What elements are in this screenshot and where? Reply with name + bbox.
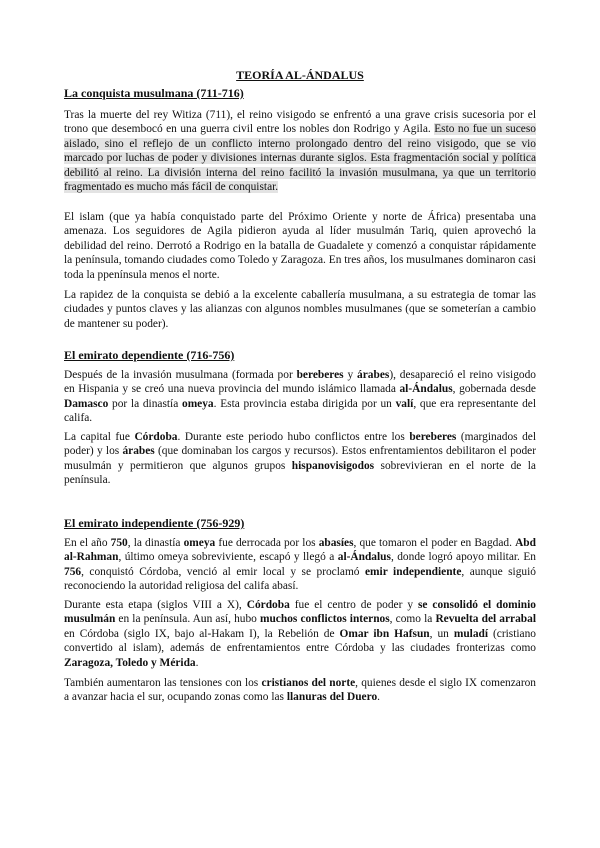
bold-term: muladí — [453, 627, 489, 640]
bold-term: Abd al-Rahman — [64, 537, 536, 564]
text-run: En el año — [64, 537, 111, 549]
bold-term: Córdoba — [246, 599, 290, 611]
bold-term: se consolidó el dominio musulmán — [64, 599, 536, 626]
bold-term: 750 — [110, 537, 128, 549]
text-run: , como la — [389, 613, 436, 626]
text-run: La capital fue — [64, 431, 135, 443]
bold-term: muchos conflictos internos — [259, 613, 390, 626]
bold-term: emir independiente — [365, 565, 462, 578]
text-run: . Esta provincia estaba dirigida por un — [213, 397, 396, 410]
text-run: (que dominaban los cargos y recursos). Estos enfrentamientos debilitaron el poder musulmán y permitieron que algunos grupos — [64, 445, 536, 472]
text-run: en la península. Aun así, hubo — [115, 613, 260, 626]
paragraph-text: Tras la muerte del rey Witiza (711), el reino visigodo se enfrentó a una grave crisis sucesoria por el trono que desembocó en una guerra civil entre los nobles don Rodrigo y Agila. — [64, 109, 536, 136]
bold-term: Zaragoza, Toledo y Mérida — [64, 656, 196, 669]
bold-term: al-Ándalus — [399, 383, 453, 396]
bold-term: hispanovisigodos — [291, 459, 375, 472]
text-run: , gobernada desde — [452, 383, 536, 396]
highlighted-text: Esto no fue un suceso aislado, sino el reflejo de un conflicto interno prolongado dentro del reino visigodo, que se vio marcado por luchas de poder y divisiones internas durante siglos. Esta fragmentación social y política debilitó al reino. La división interna del reino facilitó la invasión musulmana, ya que un territorio fragmentado es mucho más fácil de conquistar. — [64, 123, 536, 194]
text-run: Después de la invasión musulmana (formada por — [64, 369, 297, 381]
paragraph-conquista-1 — [64, 108, 536, 194]
text-run: . — [195, 656, 199, 669]
text-run: en Córdoba (siglo IX, bajo al-Hakam I), la Rebelión de — [64, 627, 340, 640]
bold-term: Córdoba — [134, 431, 178, 443]
text-run: Durante esta etapa (siglos VIII a X), — [64, 599, 247, 611]
bold-term: llanuras del Duero — [286, 691, 378, 704]
bold-term: omeya — [182, 397, 214, 410]
text-run: , que era representante del califa. — [64, 397, 536, 425]
text-run: , último omeya sobreviviente, escapó y llegó a — [118, 551, 338, 564]
bold-term: abasíes — [318, 537, 354, 549]
bold-term: omeya — [183, 537, 216, 549]
text-run: (cristiano convertido al islam), además de enfrentamientos entre Córdoba y las ciudades fronterizas como — [64, 627, 536, 655]
text-run: , aunque siguió reconociendo la autoridad religiosa del califa abasí. — [64, 565, 536, 593]
bold-term: cristianos del norte — [261, 677, 356, 689]
document-title: TEORÍA AL-ÁNDALUS — [236, 68, 364, 82]
text-run: , un — [429, 627, 454, 640]
paragraph-dependiente-1 — [64, 368, 536, 426]
bold-term: Omar ibn Hafsun — [339, 627, 430, 640]
bold-term: bereberes — [296, 369, 344, 381]
paragraph-independiente-1 — [64, 536, 536, 594]
section-heading-conquista: La conquista musulmana (711-716) — [64, 86, 244, 100]
text-run: y — [343, 369, 358, 381]
section-heading-emirato-dependiente: El emirato dependiente (716-756) — [64, 348, 235, 362]
paragraph-independiente-2 — [64, 598, 536, 670]
bold-term: árabes — [357, 369, 390, 381]
text-run: . Durante este periodo hubo conflictos entre los — [177, 431, 410, 443]
paragraph-independiente-3 — [64, 676, 536, 705]
text-run: , que tomaron el poder en Bagdad. — [353, 537, 516, 549]
bold-term: valí — [395, 397, 414, 410]
text-run: , donde logró apoyo militar. En — [390, 551, 537, 564]
text-run: ), desapareció el reino visigodo en Hispania y se creó una nueva provincia del mundo islámico llamada — [64, 369, 536, 396]
bold-term: árabes — [122, 445, 155, 458]
bold-term: Damasco — [64, 397, 109, 410]
paragraph-conquista-3: La rapidez de la conquista se debió a la excelente caballería musulmana, a su estrategia de tomar las ciudades y puntos claves y las alianzas con algunos nombles musulmanes (que se someterían a cambio de mantener su poder). — [64, 289, 536, 330]
text-run: , conquistó Córdoba, venció al emir local y se proclamó — [81, 565, 365, 578]
bold-term: al-Ándalus — [337, 551, 391, 564]
paragraph-dependiente-2 — [64, 430, 536, 488]
bold-term: bereberes — [409, 431, 457, 443]
text-run: por la dinastía — [108, 397, 182, 410]
text-run: También aumentaron las tensiones con los — [64, 677, 262, 689]
text-run: . — [377, 691, 380, 704]
section-heading-emirato-independiente: El emirato independiente (756-929) — [64, 516, 245, 530]
text-run: fue el centro de poder y — [289, 599, 418, 611]
text-run: sobrevivieran en el norte de la península. — [64, 459, 536, 487]
bold-term: 756 — [64, 565, 82, 578]
paragraph-conquista-2: El islam (que ya había conquistado parte del Próximo Oriente y norte de África) presentaba una amenaza. Los seguidores de Agila pidieron ayuda al líder musulmán Tariq, quien aprovechó la debilidad del reino. Derrotó a Rodrigo en la batalla de Guadalete y comenzó a conquistar rápidamente la península, tomando ciudades como Toledo y Zaragoza. En tres años, los musulmanes dominaron casi toda la ppenínsula menos el norte. — [64, 211, 536, 281]
text-run: , la dinastía — [127, 537, 184, 549]
text-run: , quienes desde el siglo IX comenzaron a avanzar hacia el sur, ocupando zonas como las — [64, 677, 537, 704]
text-run: fue derrocada por los — [215, 537, 319, 549]
bold-term: Revuelta del arrabal — [435, 613, 536, 626]
text-run: (marginados del poder) y los — [64, 431, 536, 458]
